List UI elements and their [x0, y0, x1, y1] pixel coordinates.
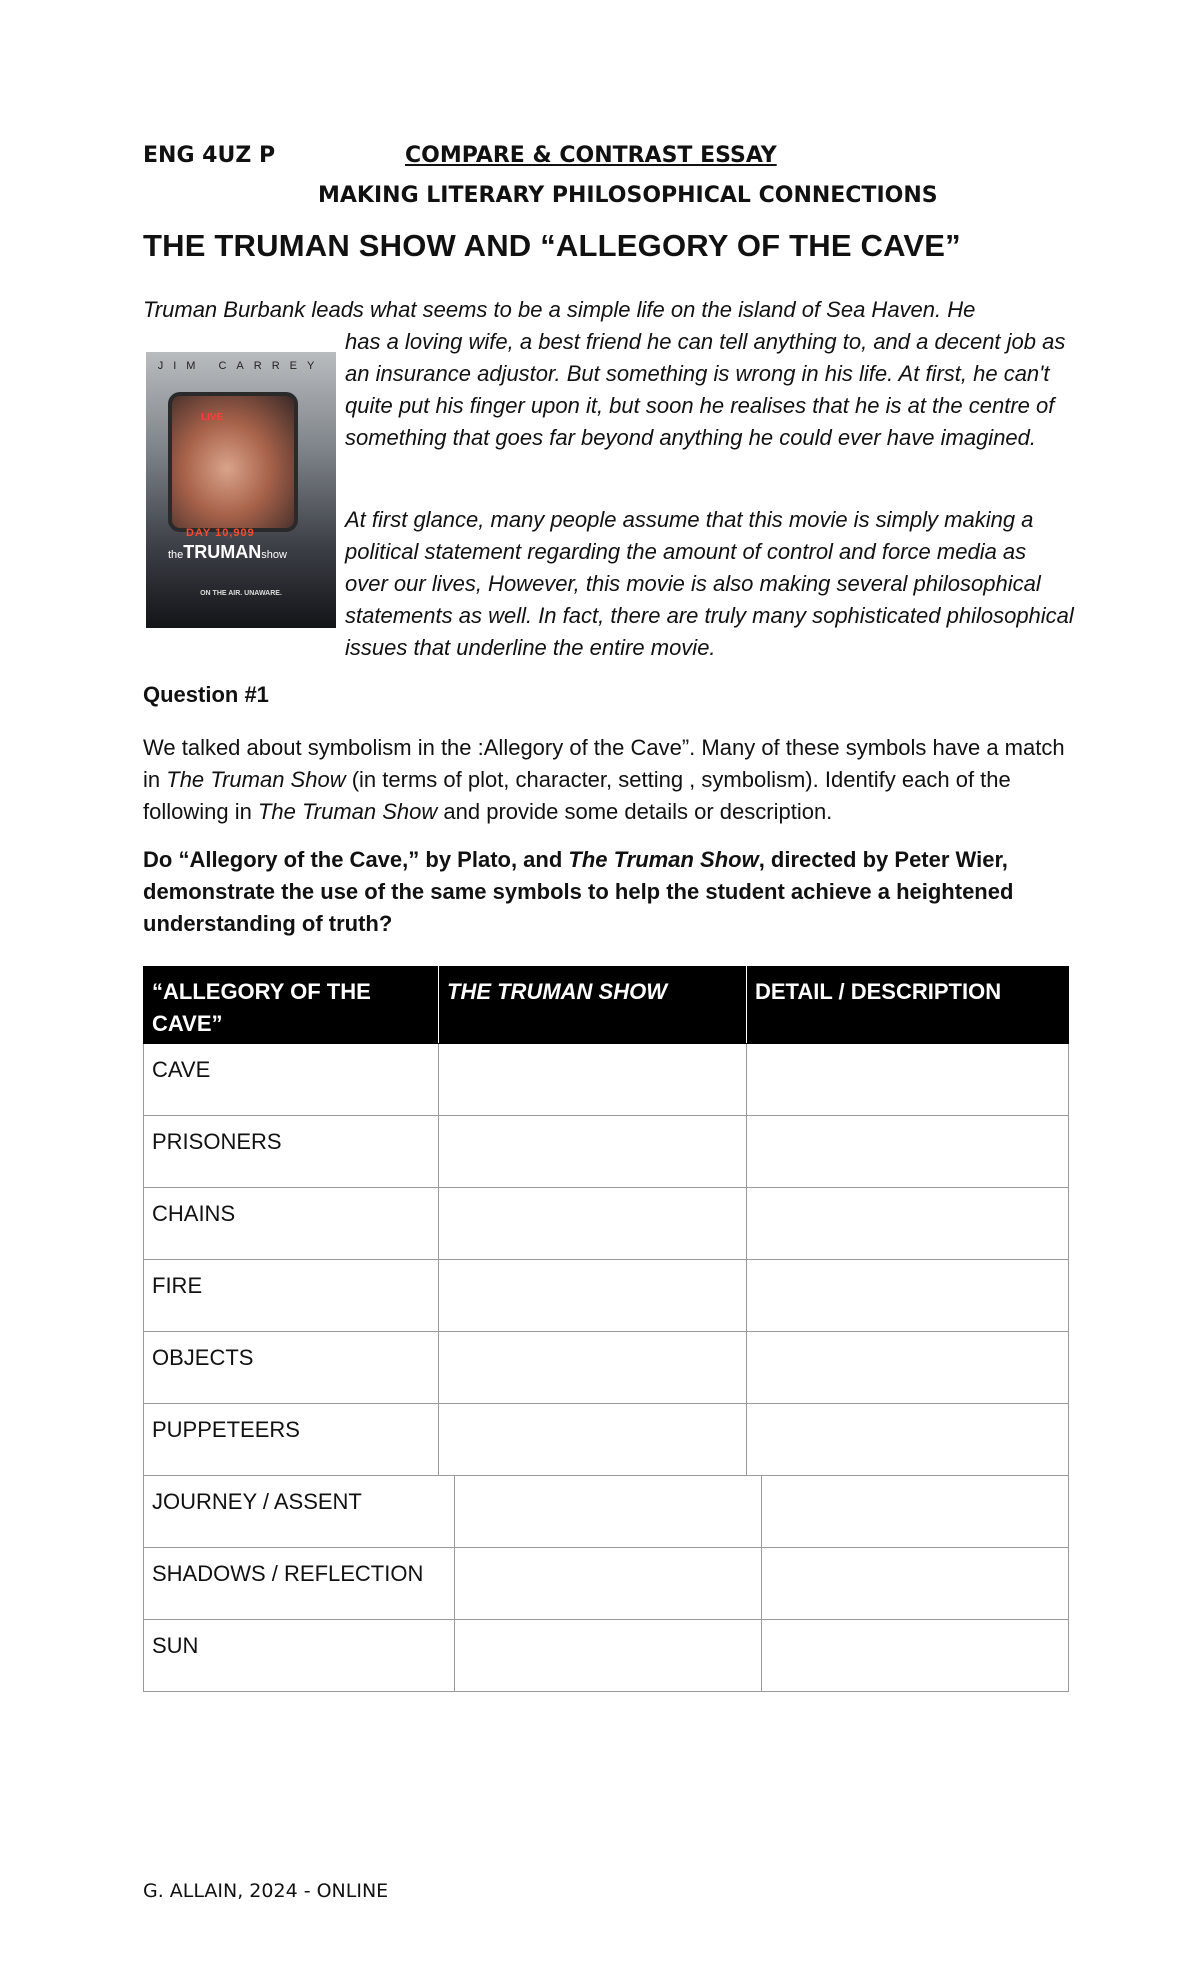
poster-logo-show: show	[261, 549, 287, 561]
intro-first-line: Truman Burbank leads what seems to be a simple life on the island of Sea Haven. He	[143, 297, 976, 322]
column-header-detail: DETAIL / DESCRIPTION	[746, 966, 1069, 1043]
truman-show-answer-cell[interactable]	[454, 1620, 761, 1691]
symbol-label: CAVE	[152, 1057, 211, 1082]
poster-logo-the: the	[168, 549, 184, 561]
table-row	[143, 1332, 1069, 1404]
detail-answer-cell[interactable]	[761, 1548, 1069, 1619]
symbol-label: FIRE	[152, 1273, 203, 1298]
symbol-label: PUPPETEERS	[152, 1417, 300, 1442]
question-heading: Question #1	[143, 682, 269, 707]
truman-show-answer-cell[interactable]	[438, 1404, 746, 1475]
truman-show-answer-cell[interactable]	[454, 1476, 761, 1547]
table-row	[143, 1044, 1069, 1116]
detail-answer-cell[interactable]	[746, 1044, 1069, 1115]
movie-title-ref: The Truman Show	[568, 847, 759, 872]
question-instructions	[143, 732, 1083, 828]
intro-second-paragraph: At first glance, many people assume that this movie is simply making a political statement regarding the amount of control and force media as over our lives, However, this movie is also making several philosophical statements as well. In fact, there are truly many sophisticated philosophical issues that underline the entire movie.	[345, 507, 1074, 660]
detail-answer-cell[interactable]	[746, 1188, 1069, 1259]
question-text-part: and provide some details or description.	[437, 799, 833, 824]
page-title: THE TRUMAN SHOW AND “ALLEGORY OF THE CAVE”	[143, 228, 961, 263]
truman-show-answer-cell[interactable]	[438, 1044, 746, 1115]
poster-screen	[168, 392, 298, 532]
truman-show-answer-cell[interactable]	[438, 1116, 746, 1187]
essay-type-heading: COMPARE & CONTRAST ESSAY	[405, 143, 777, 168]
symbols-table	[143, 966, 1069, 1692]
intro-paragraph: has a loving wife, a best friend he can tell anything to, and a decent job as an insurance adjustor. But something is wrong in his life. At first, he can't quite put his finger upon it, but soon he realises that he is at the centre of something that goes far beyond anything he could ever have imagined.	[345, 329, 1066, 450]
detail-answer-cell[interactable]	[746, 1332, 1069, 1403]
truman-show-answer-cell[interactable]	[438, 1188, 746, 1259]
essay-prompt	[143, 844, 1043, 940]
column-header-allegory: “ALLEGORY OF THE CAVE”	[152, 979, 371, 1036]
symbol-label: CHAINS	[152, 1201, 236, 1226]
symbol-label: JOURNEY / ASSENT	[152, 1489, 362, 1514]
poster-actor-name: JIM CARREY	[157, 360, 325, 372]
column-header-truman-show: THE TRUMAN SHOW	[438, 966, 746, 1043]
table-row	[143, 1116, 1069, 1188]
question-text-part: (in terms of plot, character, setting , symbolism). Identify each of the following in	[143, 767, 1011, 824]
detail-answer-cell[interactable]	[746, 1260, 1069, 1331]
essay-prompt-part: , directed by Peter Wier, demonstrate the use of the same symbols to help the student achieve a heightened understanding of truth?	[143, 847, 1014, 936]
page-footer: G. ALLAIN, 2024 - ONLINE	[143, 1880, 389, 1902]
detail-answer-cell[interactable]	[746, 1404, 1069, 1475]
truman-show-answer-cell[interactable]	[438, 1260, 746, 1331]
table-row	[143, 1260, 1069, 1332]
table-row	[143, 1404, 1069, 1476]
poster-live-label: LIVE	[201, 412, 224, 423]
movie-poster-image	[146, 352, 336, 628]
essay-prompt-part: Do “Allegory of the Cave,” by Plato, and	[143, 847, 569, 872]
table-row	[143, 1476, 1069, 1548]
symbol-label: OBJECTS	[152, 1345, 254, 1370]
detail-answer-cell[interactable]	[746, 1116, 1069, 1187]
table-row	[143, 1548, 1069, 1620]
symbol-label: SHADOWS / REFLECTION	[152, 1561, 424, 1586]
symbol-label: PRISONERS	[152, 1129, 282, 1154]
movie-title-ref: The Truman Show	[257, 799, 438, 824]
table-header-row	[143, 966, 1069, 1044]
truman-show-answer-cell[interactable]	[454, 1548, 761, 1619]
detail-answer-cell[interactable]	[761, 1476, 1069, 1547]
symbol-label: SUN	[152, 1633, 199, 1658]
poster-logo	[168, 542, 287, 563]
question-text-part: We talked about symbolism in the :Allegory of the Cave”. Many of these symbols have a match in	[143, 735, 1065, 792]
movie-title-ref: The Truman Show	[166, 767, 346, 792]
poster-logo-main: TRUMAN	[183, 542, 262, 562]
subtitle: MAKING LITERARY PHILOSOPHICAL CONNECTIONS	[318, 183, 938, 208]
poster-day-counter: DAY 10,909	[186, 527, 255, 539]
poster-tagline: ON THE AIR. UNAWARE.	[200, 590, 282, 597]
detail-answer-cell[interactable]	[761, 1620, 1069, 1691]
table-row	[143, 1188, 1069, 1260]
course-code: ENG 4UZ P	[143, 143, 276, 168]
table-row	[143, 1620, 1069, 1692]
truman-show-answer-cell[interactable]	[438, 1332, 746, 1403]
